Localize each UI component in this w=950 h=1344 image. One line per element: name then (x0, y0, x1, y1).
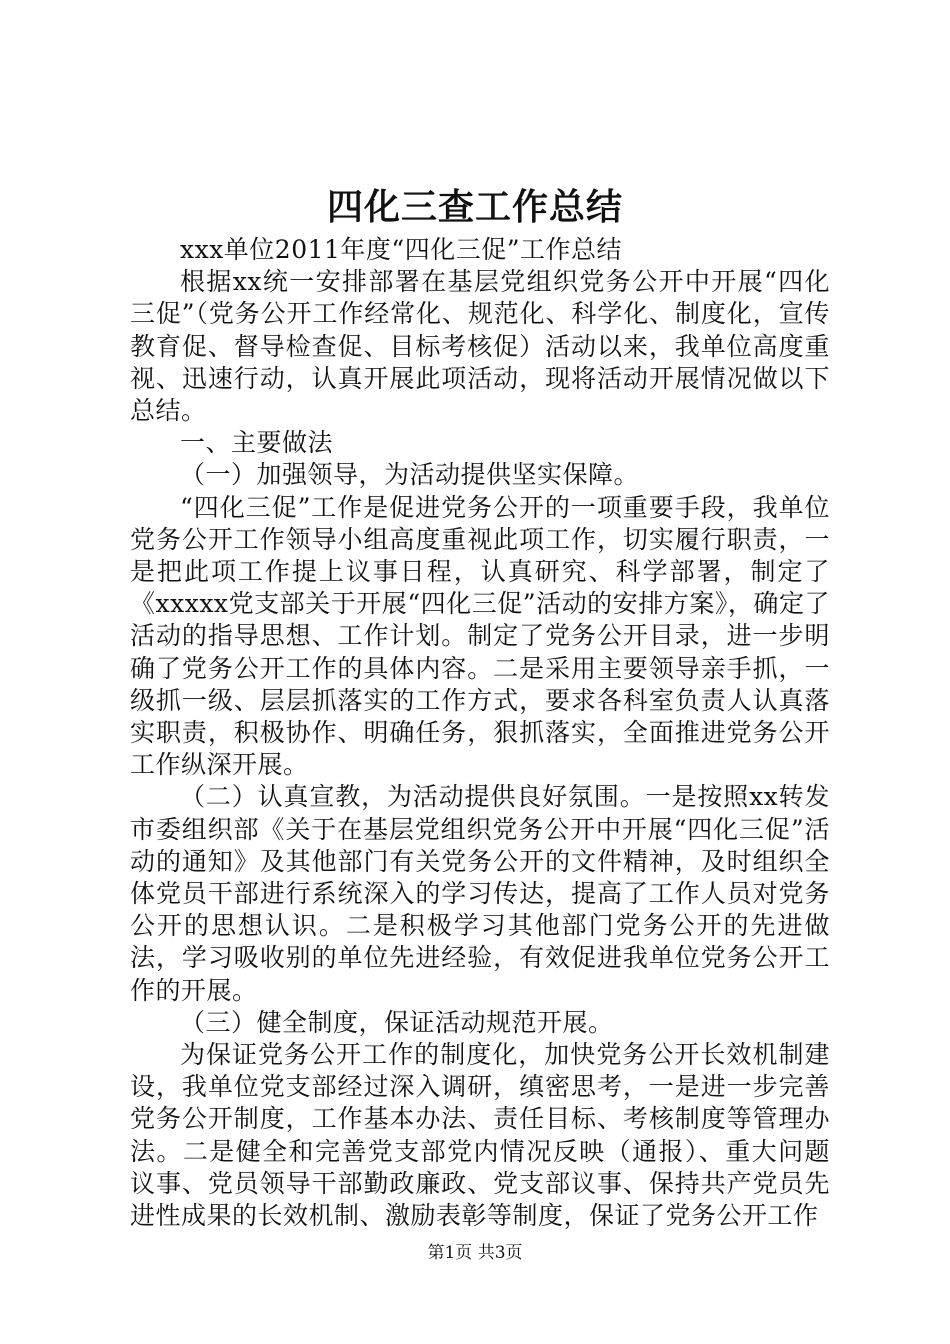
paragraph-system: 为保证党务公开工作的制度化，加快党务公开长效机制建设，我单位党支部经过深入调研，缜密思考，一是进一步完善党务公开制度，工作基本办法、责任目标、考核制度等管理办法。二是健全和完善党支部党内情况反映（通报）、重大问题议事、党员领导干部勤政廉政、党支部议事、保持共产党员先进性成果的长效机制、激励表彰等制度，保证了党务公开工作 (130, 1040, 830, 1231)
paragraph-subtitle: xxx单位2011年度“四化三促”工作总结 (180, 235, 622, 264)
document-title: 四化三查工作总结 (326, 186, 623, 228)
paragraph-intro: 根据xx统一安排部署在基层党组织党务公开中开展“四化三促”（党务公开工作经常化、规范化、科学化、制度化，宣传教育促、督导检查促、目标考核促）活动以来，我单位高度重视、迅速行动，认真开展此项活动，现将活动开展情况做以下总结。 (130, 267, 830, 426)
paragraph-publicity: （二）认真宣教，为活动提供良好氛围。一是按照xx转发市委组织部《关于在基层党组织党务公开中开展“四化三促”活动的通知》及其他部门有关党务公开的文件精神，及时组织全体党员干部进行系统深入的学习传达，提高了工作人员对党务公开的思想认识。二是积极学习其他部门党务公开的先进做法，学习吸收别的单位先进经验，有效促进我单位党务公开工作的开展。 (130, 782, 830, 1005)
section-heading-main-practices: 一、主要做法 (180, 428, 334, 458)
paragraph-leadership: “四化三促”工作是促进党务公开的一项重要手段，我单位党务公开工作领导小组高度重视此项工作，切实履行职责，一是把此项工作提上议事日程，认真研究、科学部署，制定了《xxxxx党支部关于开展“四化三促”活动的安排方案》，确定了活动的指导思想、工作计划。制定了党务公开目录，进一步明确了党务公开工作的具体内容。二是采用主要领导亲手抓，一级抓一级、层层抓落实的工作方式，要求各科室负责人认真落实职责，积极协作、明确任务，狠抓落实，全面推进党务公开工作纵深开展。 (130, 492, 830, 780)
subsection-heading-1: （一）加强领导，为活动提供坚实保障。 (180, 460, 640, 490)
page-footer: 第1页 共3页 (427, 1243, 523, 1263)
subsection-heading-3: （三）健全制度，保证活动规范开展。 (180, 1007, 614, 1037)
document-body (130, 234, 830, 1232)
